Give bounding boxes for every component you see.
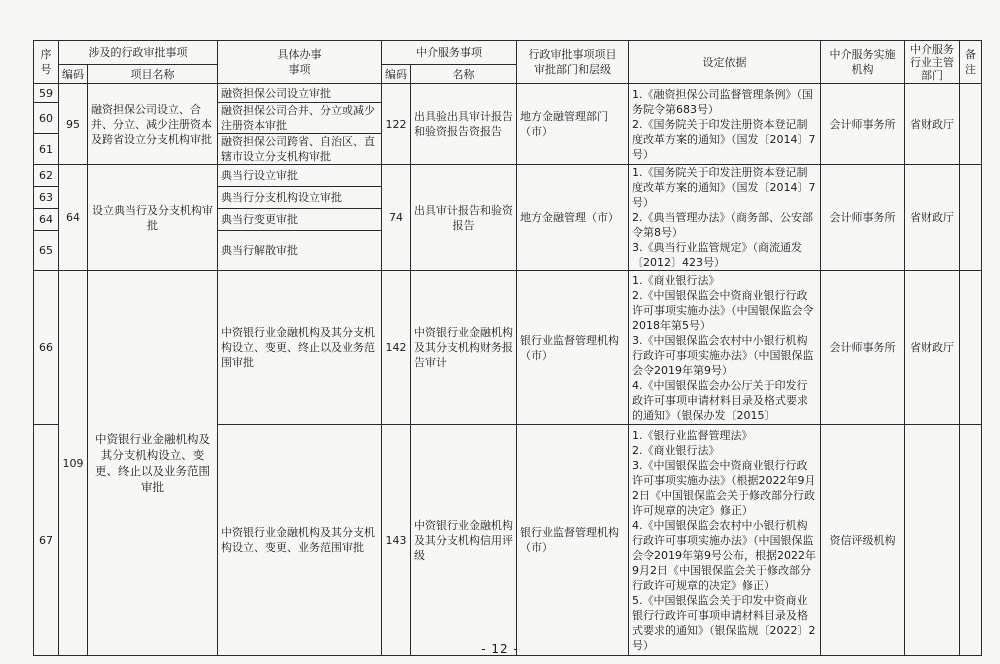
seq-cell: 60 [34,103,59,134]
seq-cell: 64 [34,209,59,231]
inter-code-cell: 142 [382,271,411,425]
specific-item-cell: 融资担保公司合并、分立或减少注册资本审批 [218,103,382,134]
table-row [34,165,982,187]
seq-cell: 65 [34,231,59,271]
header-admin-code: 编码 [59,65,88,84]
header-admin-group: 涉及的行政审批事项 [59,41,218,65]
specific-item-cell: 典当行分支机构设立审批 [218,187,382,209]
basis-cell: 1.《银行业监督管理法》 2.《商业银行法》 3.《中国银保监会中资商业银行行政许可事项实施办法》（根据2022年9月2日《中国银保监会关于修改部分行政许可规章的决定》修正） 4.《中国银保监会农村中小银行机构行政许可事项实施办法》（中国银保监会令2019年第9号公布，根据2022年9月2日《中国银保监会关于修改部分行政许可规章的决定》修正） 5.《中国银保监会关于印发中资商业银行行政许可事项申请材料目录及格式要求的通知》（银保监规〔2022〕2号） [629,425,821,656]
header-specific: 具体办事 事项 [218,41,382,84]
admin-name-cell: 融资担保公司设立、合并、分立、减少注册资本及跨省设立分支机构审批 [88,84,218,165]
remark-cell [960,165,982,271]
remark-cell [960,271,982,425]
admin-name-cell: 设立典当行及分支机构审批 [88,165,218,271]
authority-cell: 省财政厅 [905,271,960,425]
header-inter-name: 名称 [411,65,517,84]
remark-cell [960,84,982,165]
institution-cell: 会计师事务所 [821,271,905,425]
inter-name-cell: 中资银行业金融机构及其分支机构财务报告审计 [411,271,517,425]
admin-name-cell: 中资银行业金融机构及其分支机构设立、变更、终止以及业务范围审批 [88,271,218,656]
header-inter-code: 编码 [382,65,411,84]
seq-cell: 63 [34,187,59,209]
authority-cell: 省财政厅 [905,84,960,165]
specific-item-cell: 典当行设立审批 [218,165,382,187]
institution-cell: 会计师事务所 [821,165,905,271]
seq-cell: 59 [34,84,59,103]
inter-code-cell: 74 [382,165,411,271]
dept-cell: 地方金融管理部门（市） [517,84,629,165]
specific-item-cell: 融资担保公司设立审批 [218,84,382,103]
inter-code-cell: 143 [382,425,411,656]
dept-cell: 地方金融管理（市） [517,165,629,271]
dept-cell: 银行业监督管理机构（市） [517,425,629,656]
header-authority: 中介服务 行业主管 部门 [905,41,960,84]
header-admin-name: 项目名称 [88,65,218,84]
seq-cell: 66 [34,271,59,425]
institution-cell: 会计师事务所 [821,84,905,165]
specific-item-cell: 典当行解散审批 [218,231,382,271]
specific-item-cell: 中资银行业金融机构及其分支机构设立、变更、业务范围审批 [218,425,382,656]
header-dept: 行政审批事项项目 审批部门和层级 [517,41,629,84]
seq-cell: 62 [34,165,59,187]
inter-name-cell: 中资银行业金融机构及其分支机构信用评级 [411,425,517,656]
header-inter-group: 中介服务事项 [382,41,517,65]
specific-item-cell: 典当行变更审批 [218,209,382,231]
specific-item-cell: 中资银行业金融机构及其分支机构设立、变更、终止以及业务范围审批 [218,271,382,425]
table-row [34,271,982,425]
admin-code-cell: 95 [59,84,88,165]
basis-cell: 1.《融资担保公司监督管理条例》（国务院令第683号） 2.《国务院关于印发注册资本登记制度改革方案的通知》（国发〔2014〕7号） [629,84,821,165]
authority-cell: 省财政厅 [905,165,960,271]
seq-cell: 67 [34,425,59,656]
header-institution: 中介服务实施 机构 [821,41,905,84]
admin-approval-table [33,40,982,656]
header-seq: 序号 [34,41,59,84]
inter-name-cell: 出具验出具审计报告和验资报告资报告 [411,84,517,165]
basis-cell: 1.《国务院关于印发注册资本登记制度改革方案的通知》（国发〔2014〕7号） 2.《典当管理办法》（商务部、公安部令第8号） 3.《典当行业监管规定》（商流通发〔2012〕423号） [629,165,821,271]
dept-cell: 银行业监督管理机构（市） [517,271,629,425]
basis-cell: 1.《商业银行法》 2.《中国银保监会中资商业银行行政许可事项实施办法》（中国银保监会令2018年第5号） 3.《中国银保监会农村中小银行机构行政许可事项实施办法》（中国银保监会令2019年第9号） 4.《中国银保监会办公厅关于印发行政许可事项申请材料目录及格式要求的通知》（银保办发〔2015〕 [629,271,821,425]
remark-cell [960,425,982,656]
specific-item-cell: 融资担保公司跨省、自治区、直辖市设立分支机构审批 [218,134,382,165]
admin-code-cell: 109 [59,271,88,656]
header-basis: 设定依据 [629,41,821,84]
inter-code-cell: 122 [382,84,411,165]
authority-cell [905,425,960,656]
institution-cell: 资信评级机构 [821,425,905,656]
inter-name-cell: 出具审计报告和验资报告 [411,165,517,271]
header-remark: 备 注 [960,41,982,84]
header-row [34,41,982,65]
admin-code-cell: 64 [59,165,88,271]
seq-cell: 61 [34,134,59,165]
page-number: - 12 - [481,642,519,656]
table-row [34,84,982,103]
